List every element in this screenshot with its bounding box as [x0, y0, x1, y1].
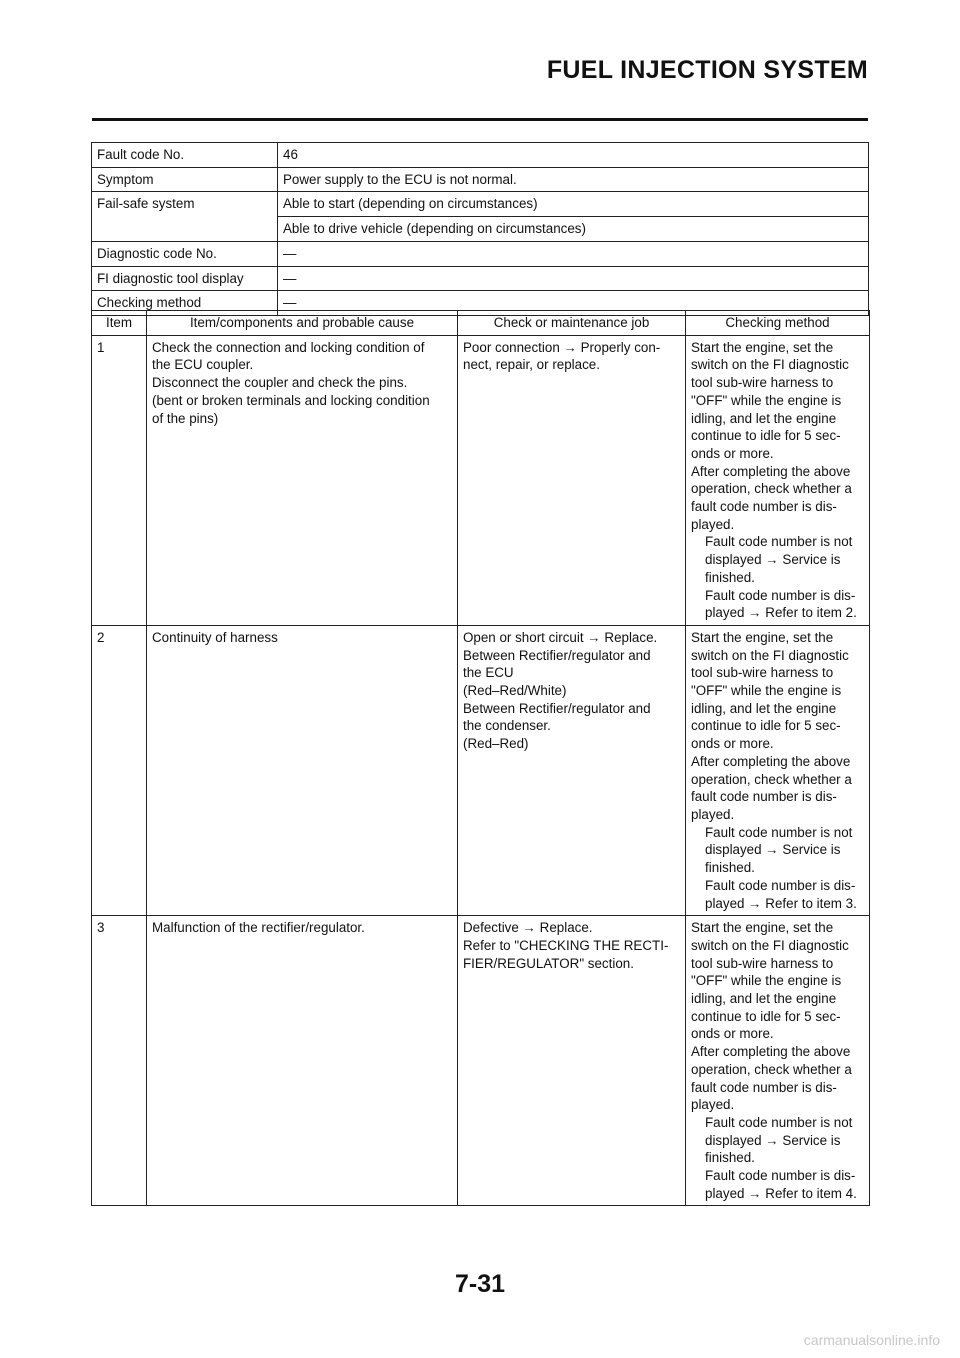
table-row	[92, 625, 870, 915]
method-cell-result-line: displayed → Service is	[705, 842, 841, 858]
method-cell-result-line: displayed → Service is	[705, 1132, 841, 1148]
cause-cell-line: the ECU coupler.	[152, 357, 254, 373]
cause-cell	[147, 335, 458, 625]
page-number: 7-31	[454, 1270, 506, 1298]
method-cell-result-line: Fault code number is not	[705, 824, 853, 840]
method-cell-line: continue to idle for 5 sec-	[691, 428, 841, 444]
method-cell-line: continue to idle for 5 sec-	[691, 718, 841, 734]
method-cell	[686, 335, 870, 625]
procedure-table	[91, 310, 870, 1206]
job-cell-line: the condenser.	[463, 718, 551, 734]
method-cell-line: onds or more.	[691, 445, 774, 461]
checking-method-label: Checking method	[92, 291, 278, 316]
cause-cell	[147, 916, 458, 1206]
cause-cell-line: (bent or broken terminals and locking condition	[152, 392, 430, 408]
method-cell-line: fault code number is dis-	[691, 499, 837, 515]
symptom-row	[92, 167, 869, 192]
method-cell-result-line: finished.	[705, 860, 755, 876]
method-cell-line: "OFF" while the engine is	[691, 973, 842, 989]
procedure-rows	[92, 335, 870, 1206]
method-cell-line: After completing the above	[691, 463, 851, 479]
method-cell-line: operation, check whether a	[691, 1061, 852, 1077]
job-cell-line: (Red–Red)	[463, 736, 529, 752]
method-cell-line: onds or more.	[691, 1026, 774, 1042]
item-number: 1	[92, 335, 147, 625]
method-cell-line: idling, and let the engine	[691, 700, 837, 716]
fault-code-label: Fault code No.	[92, 143, 278, 168]
cause-cell-line: of the pins)	[152, 410, 219, 426]
cause-cell-line: Disconnect the coupler and check the pins.	[152, 375, 408, 391]
job-cell-line: Poor connection → Properly con-	[463, 339, 661, 355]
method-cell-result-line: Fault code number is not	[705, 1114, 853, 1130]
method-cell	[686, 625, 870, 915]
watermark: carmanualsonline.info	[803, 1332, 940, 1348]
table-row	[92, 916, 870, 1206]
table-row	[92, 335, 870, 625]
cause-cell-line: Continuity of harness	[152, 629, 278, 645]
tool-display-value: —	[278, 266, 869, 291]
job-cell-line: Between Rectifier/regulator and	[463, 647, 651, 663]
job-cell-line: (Red–Red/White)	[463, 683, 567, 699]
method-cell-line: tool sub-wire harness to	[691, 665, 834, 681]
tool-display-label: FI diagnostic tool display	[92, 266, 278, 291]
method-cell-line: operation, check whether a	[691, 771, 852, 787]
method-cell-result-line: played → Refer to item 3.	[705, 895, 857, 911]
header-rule	[92, 118, 868, 121]
method-cell-line: operation, check whether a	[691, 481, 852, 497]
job-cell-line: FIER/REGULATOR" section.	[463, 955, 634, 971]
method-cell-line: switch on the FI diagnostic	[691, 357, 849, 373]
job-cell-line: Open or short circuit → Replace.	[463, 629, 658, 645]
diagnostic-code-label: Diagnostic code No.	[92, 241, 278, 266]
method-cell-line: fault code number is dis-	[691, 789, 837, 805]
job-cell-line: the ECU	[463, 665, 514, 681]
header-job: Check or maintenance job	[458, 311, 686, 336]
method-cell-line: Start the engine, set the	[691, 920, 834, 936]
method-cell-line: idling, and let the engine	[691, 991, 837, 1007]
method-cell-result-line: finished.	[705, 1150, 755, 1166]
method-cell-line: idling, and let the engine	[691, 410, 837, 426]
method-cell-line: switch on the FI diagnostic	[691, 937, 849, 953]
failsafe-row	[92, 192, 869, 217]
job-cell	[458, 625, 686, 915]
job-cell-line: nect, repair, or replace.	[463, 357, 600, 373]
method-cell-line: Start the engine, set the	[691, 629, 834, 645]
job-cell	[458, 335, 686, 625]
method-cell-line: tool sub-wire harness to	[691, 375, 834, 391]
method-cell-line: "OFF" while the engine is	[691, 683, 842, 699]
method-cell-result-line: played → Refer to item 4.	[705, 1185, 857, 1201]
cause-cell	[147, 625, 458, 915]
failsafe-value-start: Able to start (depending on circumstances)	[278, 192, 869, 217]
method-cell-result-line: Fault code number is dis-	[705, 1168, 856, 1184]
method-cell-result-line: Fault code number is not	[705, 534, 853, 550]
method-cell-result-line: finished.	[705, 569, 755, 585]
method-cell-line: After completing the above	[691, 753, 851, 769]
diagnostic-code-row	[92, 241, 869, 266]
method-cell-line: Start the engine, set the	[691, 339, 834, 355]
method-cell-line: After completing the above	[691, 1044, 851, 1060]
diagnostic-code-value: —	[278, 241, 869, 266]
fault-code-row	[92, 143, 869, 168]
method-cell-line: "OFF" while the engine is	[691, 392, 842, 408]
method-cell-line: switch on the FI diagnostic	[691, 647, 849, 663]
method-cell-result-line: displayed → Service is	[705, 552, 841, 568]
method-cell-result-line: Fault code number is dis-	[705, 587, 856, 603]
job-cell-line: Between Rectifier/regulator and	[463, 700, 651, 716]
method-cell	[686, 916, 870, 1206]
symptom-label: Symptom	[92, 167, 278, 192]
method-cell-result-line: Fault code number is dis-	[705, 877, 856, 893]
symptom-value: Power supply to the ECU is not normal.	[278, 167, 869, 192]
header-cause: Item/components and probable cause	[147, 311, 458, 336]
failsafe-value-drive: Able to drive vehicle (depending on circumstances)	[278, 217, 869, 242]
method-cell-line: played.	[691, 1097, 735, 1113]
method-cell-line: continue to idle for 5 sec-	[691, 1008, 841, 1024]
job-cell-line: Defective → Replace.	[463, 920, 593, 936]
cause-cell-line: Malfunction of the rectifier/regulator.	[152, 920, 365, 936]
method-cell-result-line: played → Refer to item 2.	[705, 605, 857, 621]
checking-method-value: —	[278, 291, 869, 316]
method-cell-line: fault code number is dis-	[691, 1079, 837, 1095]
method-cell-line: tool sub-wire harness to	[691, 955, 834, 971]
fault-info-table	[91, 142, 869, 316]
header-item: Item	[92, 311, 147, 336]
header-method: Checking method	[686, 311, 870, 336]
item-number: 2	[92, 625, 147, 915]
failsafe-label: Fail-safe system	[92, 192, 278, 241]
method-cell-line: played.	[691, 806, 735, 822]
fault-code-value: 46	[278, 143, 869, 168]
procedure-header-row	[92, 311, 870, 336]
page-title: FUEL INJECTION SYSTEM	[546, 56, 868, 84]
job-cell-line: Refer to "CHECKING THE RECTI-	[463, 937, 669, 953]
item-number: 3	[92, 916, 147, 1206]
method-cell-line: onds or more.	[691, 736, 774, 752]
method-cell-line: played.	[691, 516, 735, 532]
tool-display-row	[92, 266, 869, 291]
cause-cell-line: Check the connection and locking condition of	[152, 339, 425, 355]
job-cell	[458, 916, 686, 1206]
